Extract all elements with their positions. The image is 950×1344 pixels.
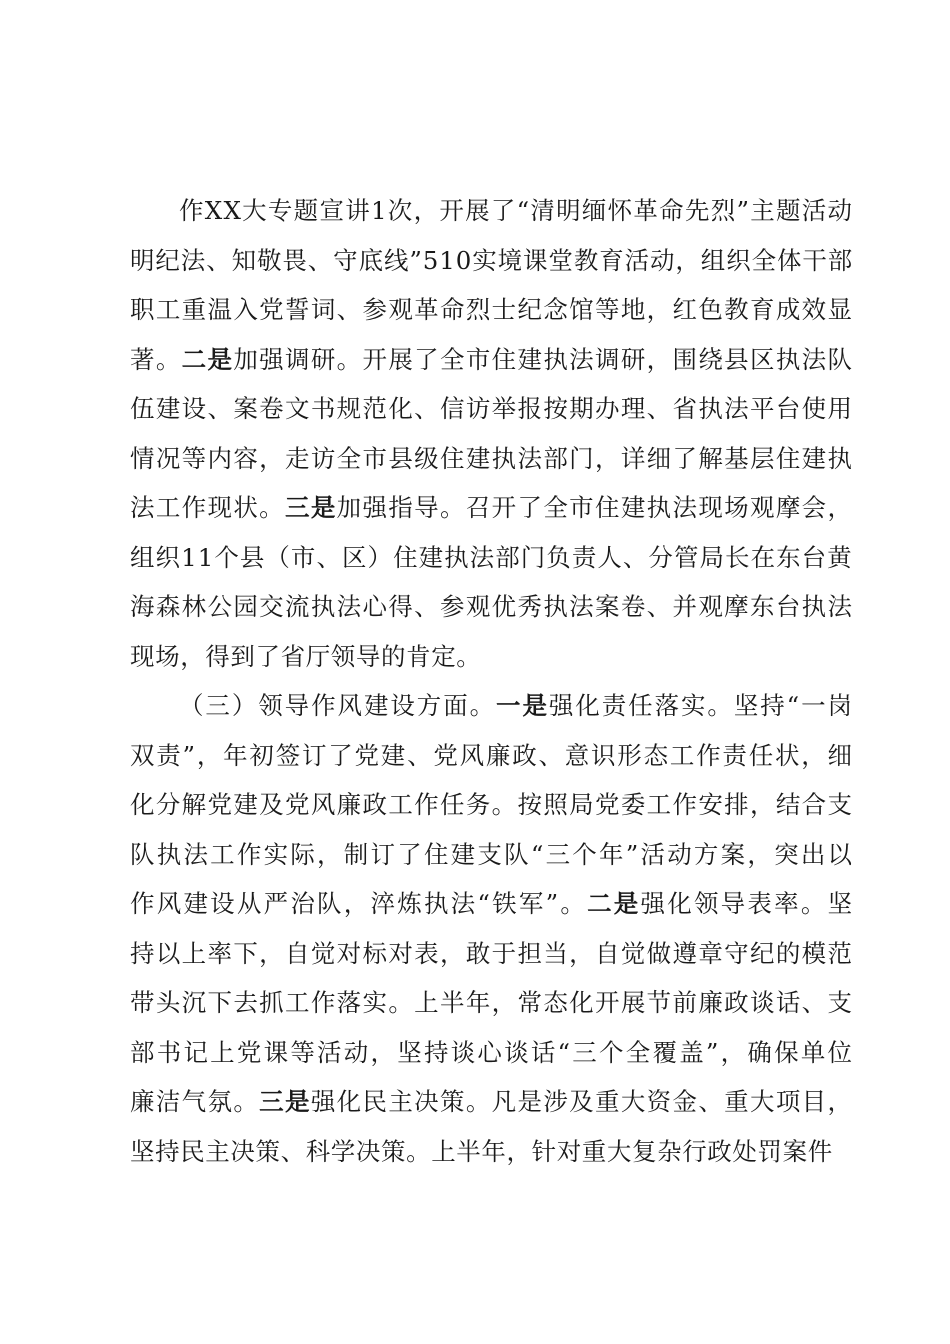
text-line [130,632,852,682]
bold-run: 三是 [285,493,337,522]
text-run: 加强调研。开展了全市住建执法调研，围绕县区执法队 [233,344,854,374]
text-line [130,582,852,632]
text-line [130,681,852,731]
text-run: 坚持民主决策、科学决策。上半年，针对重大复杂行政处罚案件 [130,1136,833,1166]
text-run: 持以上率下，自觉对标对表，敢于担当，自觉做遵章守纪的模范 [130,938,854,968]
text-run: 伍建设、案卷文书规范化、信访举报按期办理、省执法平台使用 [130,394,854,423]
text-line [130,780,852,830]
bold-run: 一是 [496,691,549,720]
text-run: 带头沉下去抓工作落实。上半年，常态化开展节前廉政谈话、支 [130,988,854,1017]
text-line [130,434,852,484]
text-run: 职工重温入党誓词、参观革命烈士纪念馆等地，红色教育成效显 [130,295,854,324]
text-run: 化分解党建及党风廉政工作任务。按照局党委工作安排，结合支 [130,790,854,819]
paragraph-2 [130,681,855,1176]
text-line [130,533,852,583]
text-run: 法工作现状。 [130,493,285,522]
bold-run: 三是 [259,1087,311,1116]
text-line [130,1127,852,1177]
text-line [130,978,852,1028]
text-line [130,1028,855,1078]
text-run: 情况等内容，走访全市县级住建执法部门，详细了解基层住建执 [130,443,854,473]
text-line [130,879,855,929]
text-run: 海森林公园交流执法心得、参观优秀执法案卷、并观摩东台执法 [130,592,854,621]
document-body [130,186,855,1176]
text-run: 作风建设从严治队，淬炼执法“铁军”。 [130,889,588,918]
text-line [130,285,852,335]
text-line [130,1077,852,1127]
text-run: 组织11个县（市、区）住建执法部门负责人、分管局长在东台黄 [130,542,853,572]
text-line [130,186,852,236]
paragraph-1 [130,186,852,681]
text-run: 明纪法、知敬畏、守底线”510实境课堂教育活动，组织全体干部 [130,245,854,275]
text-run: （三）领导作风建设方面。 [179,691,497,720]
text-line [130,483,852,533]
text-line [130,929,852,979]
text-run: 强化民主决策。凡是涉及重大资金、重大项目， [310,1087,854,1116]
text-line [130,830,855,880]
text-line [130,335,852,385]
bold-run: 二是 [181,344,234,374]
text-run: 作XX大专题宣讲1次，开展了“清明缅怀革命先烈”主题活动 [179,196,854,225]
text-run: 现场，得到了省厅领导的肯定。 [130,641,482,671]
bold-run: 二是 [587,889,641,918]
text-run: 队执法工作实际，制订了住建支队“三个年”活动方案，突出以 [130,839,855,869]
text-run: 加强指导。召开了全市住建执法现场观摩会， [336,493,854,522]
text-line [130,236,852,286]
text-run: 强化领导表率。坚 [640,889,855,918]
text-run: 著。 [130,344,182,374]
text-run: 部书记上党课等活动，坚持谈心谈话“三个全覆盖”，确保单位 [130,1037,855,1067]
text-run: 廉洁气氛。 [130,1087,260,1116]
text-line [130,731,852,781]
text-run: 双责”，年初签订了党建、党风廉政、意识形态工作责任状，细 [130,740,854,770]
text-line [130,384,852,434]
text-run: 强化责任落实。坚持“一岗 [548,691,854,720]
